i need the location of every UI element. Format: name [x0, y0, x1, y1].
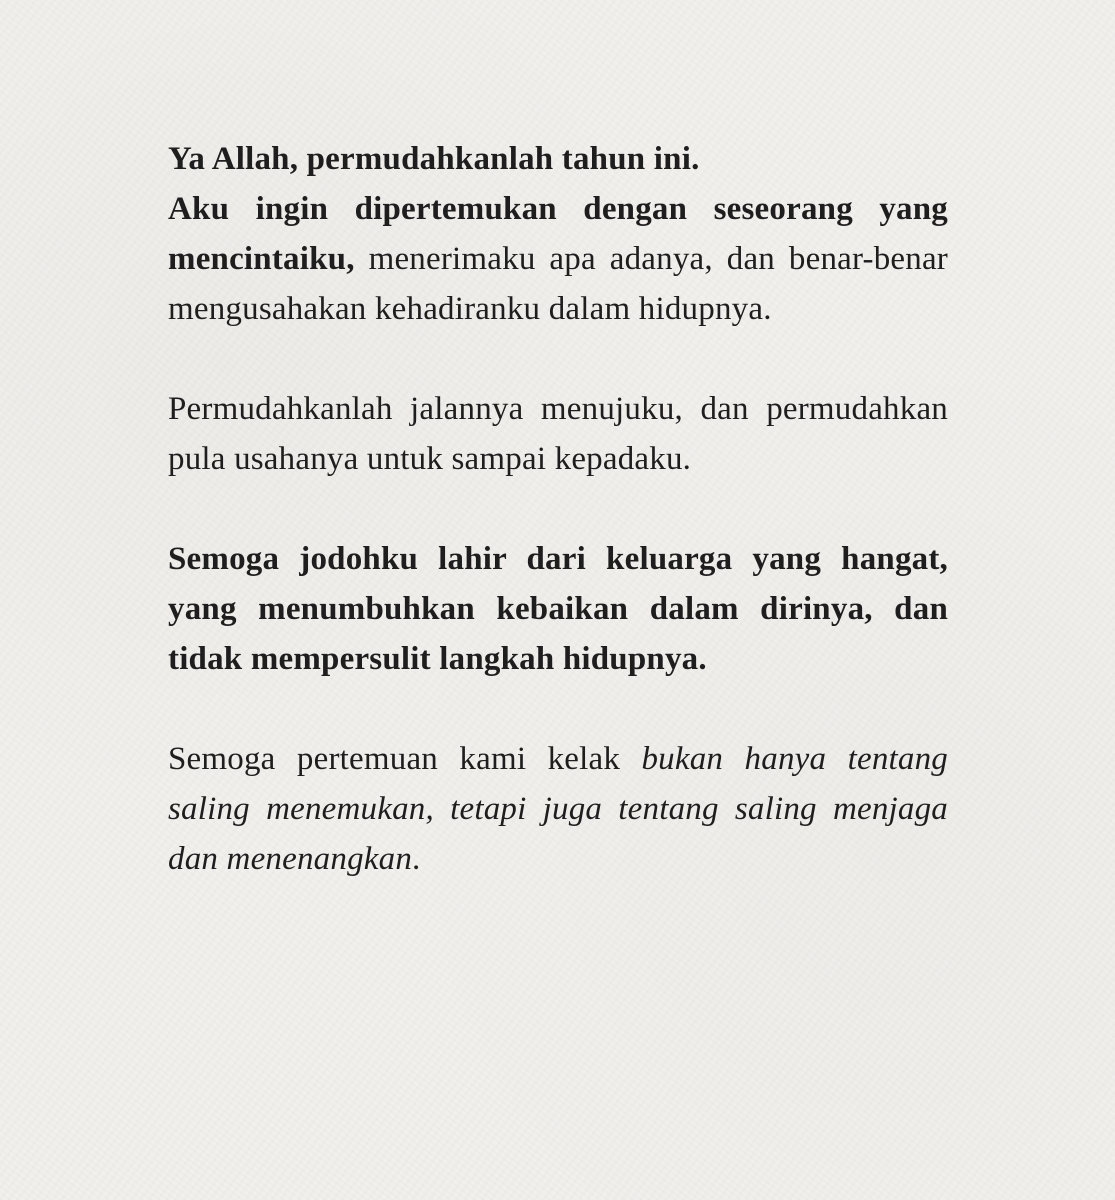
- paragraph-path: [168, 384, 948, 484]
- prayer-text-page: [168, 134, 948, 884]
- paragraph-opening: [168, 134, 948, 334]
- meeting-regular-text: Semoga pertemuan kami kelak: [168, 741, 642, 777]
- family-text: Semoga jodohku lahir dari keluarga yang hangat, yang menumbuhkan kebaikan dalam dirinya, dan tidak mempersulit langkah hidupnya.: [168, 541, 948, 677]
- meeting-end-punctuation: .: [412, 841, 421, 877]
- meeting-italic-text: bukan hanya tentang saling menemukan, tetapi juga tentang saling menjaga dan menenangkan: [168, 741, 948, 877]
- wish-bold-text: Aku ingin dipertemukan dengan seseorang yang mencintaiku,: [168, 191, 948, 277]
- path-text: Permudahkanlah jalannya menujuku, dan permudahkan pula usahanya untuk sampai kepadaku.: [168, 391, 948, 477]
- paragraph-family: [168, 534, 948, 684]
- wish-regular-text: menerimaku apa adanya, dan benar-benar mengusahakan kehadiranku dalam hidupnya.: [168, 241, 948, 327]
- paragraph-meeting: [168, 734, 948, 884]
- opening-line: Ya Allah, permudahkanlah tahun ini.: [168, 141, 700, 177]
